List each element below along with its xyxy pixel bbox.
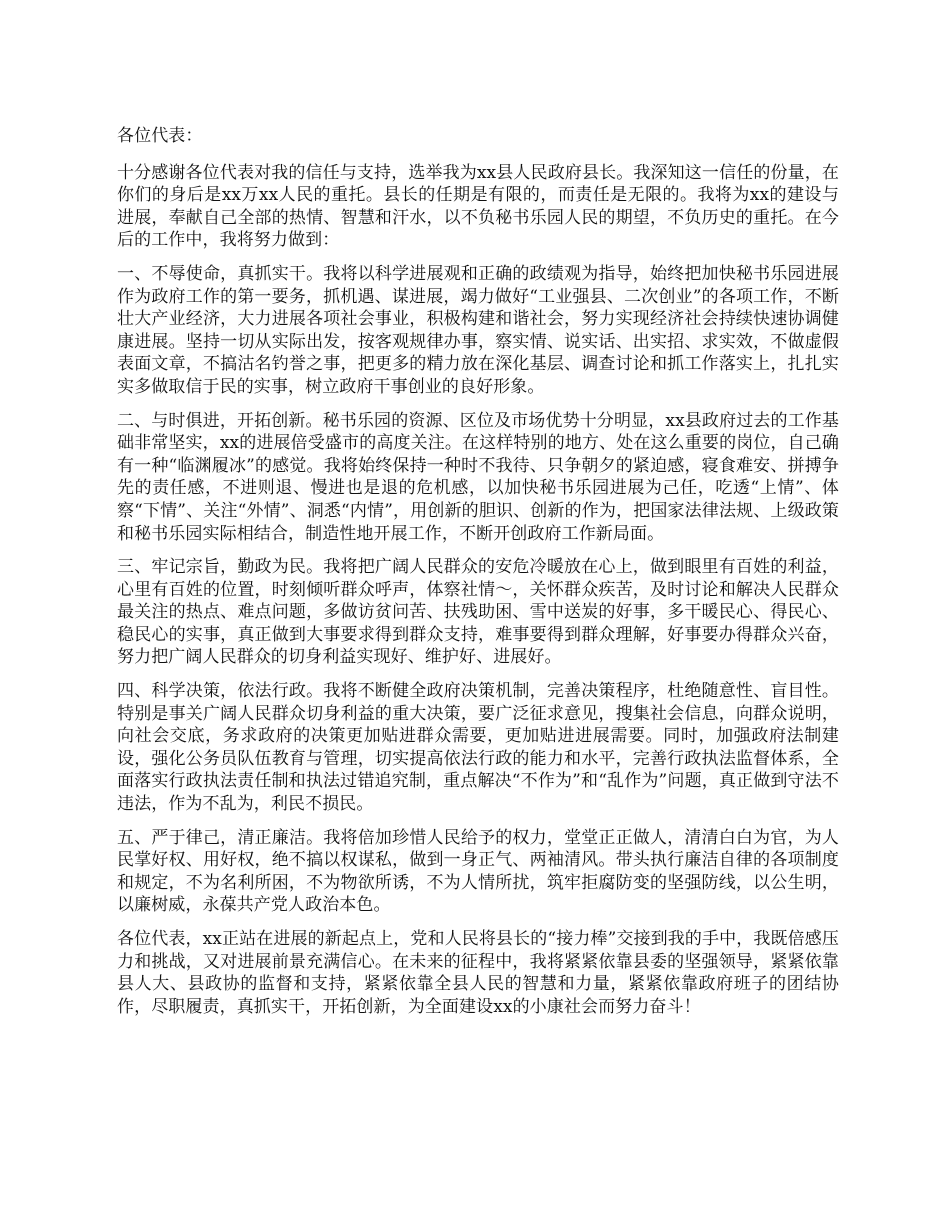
paragraph-point-1: 一、不辱使命，真抓实干。我将以科学进展观和正确的政绩观为指导，始终把加快秘书乐园进展作为政府工作的第一要务，抓机遇、谋进展，竭力做好“工业强县、二次创业”的各项工作，不断壮大产业经济，大力进展各项社会事业，积极构建和谐社会，努力实现经济社会持续快速协调健康进展。坚持一切从实际出发，按客观规律办事，察实情、说实话、出实招、求实效，不做虚假表面文章，不搞沽名钓誉之事，把更多的精力放在深化基层、调查讨论和抓工作落实上，扎扎实实多做取信于民的实事，树立政府干事创业的良好形象。	[117, 263, 839, 397]
paragraph-point-4: 四、科学决策，依法行政。我将不断健全政府决策机制，完善决策程序，杜绝随意性、盲目性。特别是事关广阔人民群众切身利益的重大决策，要广泛征求意见，搜集社会信息，向群众说明，向社会交底，务求政府的决策更加贴进群众需要，更加贴进进展需要。同时，加强政府法制建设，强化公务员队伍教育与管理，切实提高依法行政的能力和水平，完善行政执法监督体系，全面落实行政执法责任制和执法过错追究制，重点解决“不作为”和“乱作为”问题，真正做到守法不违法，作为不乱为，利民不损民。	[117, 681, 839, 815]
paragraph-intro: 十分感谢各位代表对我的信任与支持，选举我为xx县人民政府县长。我深知这一信任的份量，在你们的身后是xx万xx人民的重托。县长的任期是有限的，而责任是无限的。我将为xx的建设与进展，奉献自己全部的热情、智慧和汗水，以不负秘书乐园人民的期望，不负历史的重托。在今后的工作中，我将努力做到：	[117, 162, 839, 251]
paragraph-closing: 各位代表，xx正站在进展的新起点上，党和人民将县长的“接力棒”交接到我的手中，我既倍感压力和挑战，又对进展前景充满信心。在未来的征程中，我将紧紧依靠县委的坚强领导，紧紧依靠县人大、县政协的监督和支持，紧紧依靠全县人民的智慧和力量，紧紧依靠政府班子的团结协作，尽职履责，真抓实干，开拓创新，为全面建设xx的小康社会而努力奋斗！	[117, 929, 839, 1017]
paragraph-point-5: 五、严于律己，清正廉洁。我将倍加珍惜人民给予的权力，堂堂正正做人，清清白白为官，为人民掌好权、用好权，绝不搞以权谋私，做到一身正气、两袖清风。带头执行廉洁自律的各项制度和规定，不为名利所困，不为物欲所诱，不为人情所扰，筑牢拒腐防变的坚强防线，以公生明，以廉树威，永葆共产党人政治本色。	[117, 827, 839, 916]
paragraph-point-3: 三、牢记宗旨，勤政为民。我将把广阔人民群众的安危冷暖放在心上，做到眼里有百姓的利益，心里有百姓的位置，时刻倾听群众呼声，体察社情～，关怀群众疾苦，及时讨论和解决人民群众最关注的热点、难点问题，多做访贫问苦、扶残助困、雪中送炭的好事，多干暖民心、得民心、稳民心的实事，真正做到大事要求得到群众支持，难事要得到群众理解，好事要办得群众兴奋，努力把广阔人民群众的切身利益实现好、维护好、进展好。	[117, 557, 839, 668]
salutation: 各位代表：	[117, 126, 203, 146]
document-body	[117, 125, 839, 1029]
paragraph-point-2: 二、与时俱进，开拓创新。秘书乐园的资源、区位及市场优势十分明显，xx县政府过去的工作基础非常坚实，xx的进展倍受盛市的高度关注。在这样特别的地方、处在这么重要的岗位，自己确有一种“临渊履冰”的感觉。我将始终保持一种时不我待、只争朝夕的紧迫感，寝食难安、拼搏争先的责任感，不进则退、慢进也是退的危机感，以加快秘书乐园进展为己任，吃透“上情”、体察“下情”、关注“外情”、洞悉“内情”，用创新的胆识、创新的作为，把国家法律法规、上级政策和秘书乐园实际相结合，制造性地开展工作，不断开创政府工作新局面。	[117, 410, 839, 544]
